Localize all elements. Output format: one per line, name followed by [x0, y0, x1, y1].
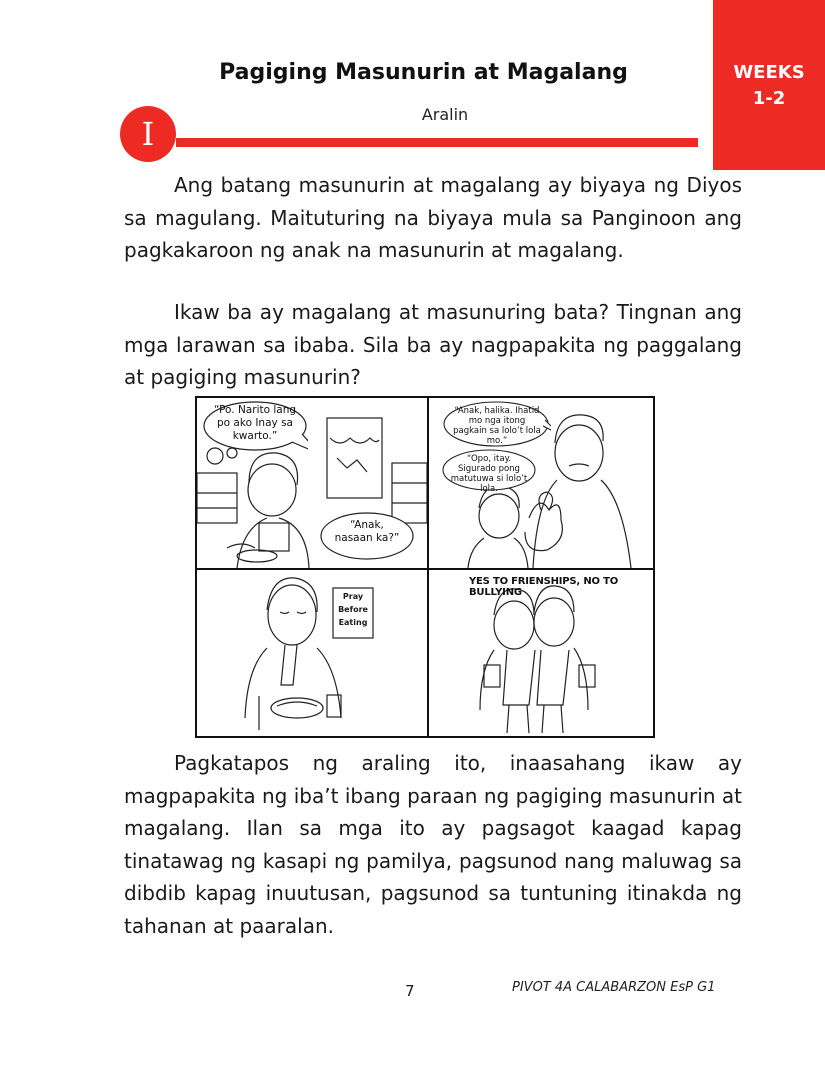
paragraph-objectives — [124, 747, 742, 942]
title-divider — [176, 138, 698, 147]
bubble-father-text: “Anak, halika. Ihatid mo nga itong pagkain sa lolo’t lola mo.” — [453, 406, 541, 446]
page-number: 7 — [405, 982, 415, 1000]
pray-sign — [335, 590, 371, 636]
paragraph-question-text: Ikaw ba ay magalang at masunuring bata? Tingnan ang mga larawan sa ibaba. Sila ba ay nagpapakita ng paggalang at pagiging masunurin? — [124, 300, 742, 389]
bubble-child-reply-text: “Opo, itay. Sigurado pong matutuwa si lolo’t lola. — [450, 454, 528, 494]
pray-sign-line-1: Pray — [342, 592, 364, 601]
bubble-child-text: “Po. Narito lang po ako Inay sa kwarto.” — [213, 404, 297, 442]
comic-illustration — [195, 396, 655, 738]
speech-bubble-child-reply — [443, 450, 535, 494]
pray-sign-line-2: Before — [338, 605, 368, 614]
speech-bubble-child — [202, 400, 308, 454]
weeks-label: WEEKS — [733, 62, 805, 83]
footer-source: PIVOT 4A CALABARZON EsP G1 — [512, 980, 716, 995]
page-title: Pagiging Masunurin at Magalang — [219, 60, 628, 85]
weeks-range: 1-2 — [752, 88, 786, 109]
paragraph-question — [124, 296, 742, 394]
friendship-caption: YES TO FRIENSHIPS, NO TO BULLYING — [469, 576, 618, 598]
page-subtitle: Aralin — [421, 105, 469, 124]
speech-bubble-father — [445, 402, 549, 450]
pray-sign-line-3: Eating — [338, 618, 368, 627]
lesson-badge: I — [120, 106, 176, 162]
comic-panel-father-request — [429, 398, 653, 568]
weeks-tab — [713, 0, 825, 170]
bubble-mother-text: “Anak, nasaan ka?” — [334, 519, 400, 544]
comic-panel-friendship — [429, 570, 653, 736]
paragraph-intro — [124, 169, 742, 267]
paragraph-intro-text: Ang batang masunurin at magalang ay biyaya ng Diyos sa magulang. Maituturing na biyaya mula sa Panginoon ang pagkakaroon ng anak na masunurin at magalang. — [124, 173, 742, 262]
speech-bubble-mother — [319, 510, 415, 562]
comic-panel-prayer — [197, 570, 427, 736]
paragraph-objectives-text: Pagkatapos ng araling ito, inaasahang ikaw ay magpapakita ng iba’t ibang paraan ng pagiging masunurin at magalang. Ilan sa mga ito ay pagsagot kaagad kapag tinatawag ng kasapi ng pamilya, pagsunod nang maluwag sa dibdib kapag inuutusan, pagsunod sa tuntuning itinakda ng tahanan at paaralan. — [124, 751, 742, 938]
prayer-drawing — [197, 570, 427, 736]
comic-panel-mother-calling — [197, 398, 427, 568]
